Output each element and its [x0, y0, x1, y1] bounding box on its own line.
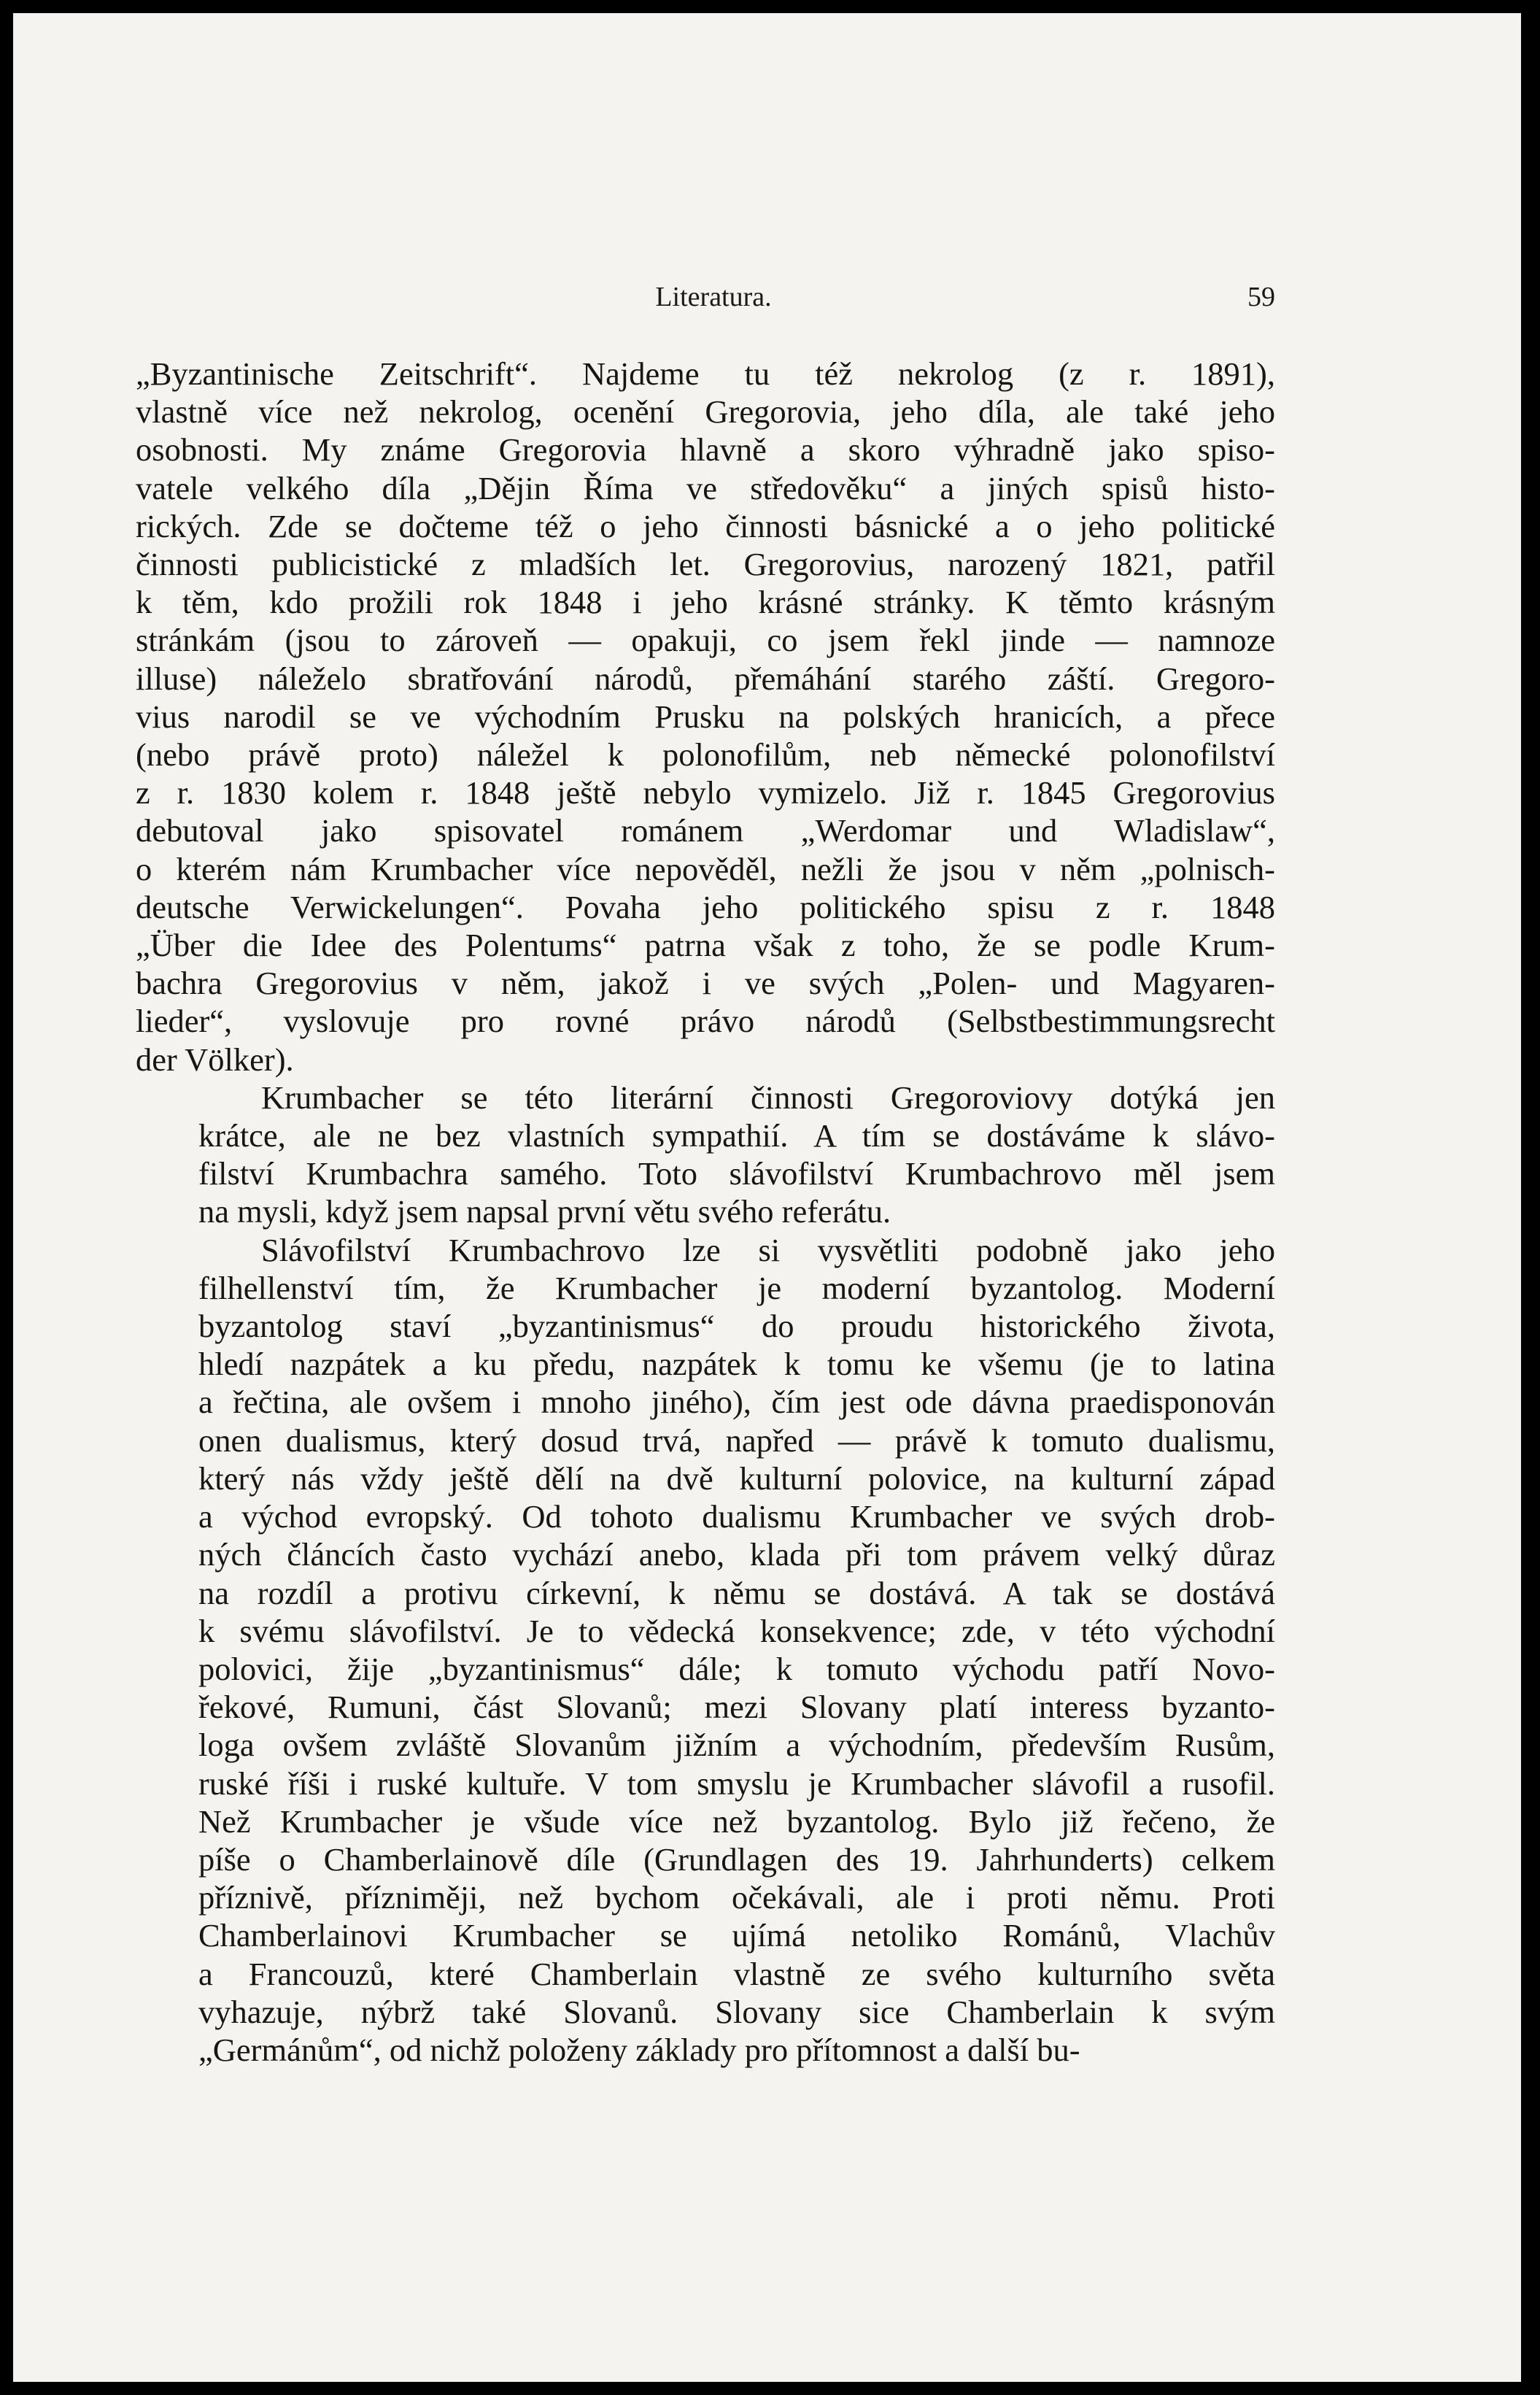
text-line: na rozdíl a protivu církevní, k němu se dostává. A tak se dostává	[198, 1574, 1275, 1611]
text-line: bachra Gregorovius v něm, jakož i ve svých „Polen- und Magyaren-	[136, 965, 1275, 1002]
paragraph	[136, 355, 1275, 1079]
text-line: a řečtina, ale ovšem i mnoho jiného), čím jest ode dávna praedisponován	[198, 1384, 1275, 1421]
text-line: osobnosti. My známe Gregorovia hlavně a skoro výhradně jako spiso-	[136, 431, 1275, 468]
text-line: na mysli, když jsem napsal první větu svého referátu.	[198, 1193, 891, 1230]
text-line: loga ovšem zvláště Slovanům jižním a východním, především Rusům,	[198, 1727, 1275, 1764]
text-line: rických. Zde se dočteme též o jeho činnosti básnické a o jeho politické	[136, 507, 1275, 544]
page-header	[152, 281, 1275, 317]
text-line: debutoval jako spisovatel románem „Werdomar und Wladislaw“,	[136, 812, 1275, 849]
text-line: filhellenství tím, že Krumbacher je moderní byzantolog. Moderní	[198, 1269, 1275, 1306]
text-line: řekové, Rumuni, část Slovanů; mezi Slovany platí interess byzanto-	[198, 1689, 1275, 1726]
running-title: Literatura.	[655, 282, 772, 312]
text-line: Slávofilství Krumbachrovo lze si vysvětliti podobně jako jeho	[261, 1231, 1275, 1268]
text-line: činnosti publicistické z mladších let. Gregorovius, narozený 1821, patřil	[136, 546, 1275, 583]
text-line: píše o Chamberlainově díle (Grundlagen des 19. Jahrhunderts) celkem	[198, 1840, 1275, 1878]
text-line: vyhazuje, nýbrž také Slovanů. Slovany sice Chamberlain k svým	[198, 1993, 1275, 2030]
text-line: byzantolog staví „byzantinismus“ do proudu historického života,	[198, 1308, 1275, 1345]
paragraph	[136, 1231, 1275, 2069]
text-line: a Francouzů, které Chamberlain vlastně ze svého kulturního světa	[198, 1955, 1275, 1992]
text-line: polovici, žije „byzantinismus“ dále; k tomuto východu patří Novo-	[198, 1650, 1275, 1687]
text-line: (nebo právě proto) náležel k polonofilům, neb německé polonofilství	[136, 736, 1275, 774]
text-line: illuse) náleželo sbratřování národů, přemáhání starého záští. Gregoro-	[136, 660, 1275, 697]
body-text	[136, 355, 1275, 2069]
text-line: filství Krumbachra samého. Toto slávofilství Krumbachrovo měl jsem	[198, 1155, 1275, 1192]
text-line: stránkám (jsou to zároveň — opakuji, co jsem řekl jinde — namnoze	[136, 622, 1275, 659]
text-line: k svému slávofilství. Je to vědecká konsekvence; zde, v této východní	[198, 1612, 1275, 1649]
text-line: a východ evropský. Od tohoto dualismu Krumbacher ve svých drob-	[198, 1498, 1275, 1535]
text-line: ruské říši i ruské kultuře. V tom smyslu je Krumbacher slávofil a rusofil.	[198, 1765, 1275, 1802]
text-line: deutsche Verwickelungen“. Povaha jeho politického spisu z r. 1848	[136, 888, 1275, 925]
text-line: vlastně více než nekrolog, ocenění Gregorovia, jeho díla, ale také jeho	[136, 393, 1275, 431]
text-line: „Byzantinische Zeitschrift“. Najdeme tu též nekrolog (z r. 1891),	[136, 355, 1275, 392]
text-line: hledí nazpátek a ku předu, nazpátek k tomu ke všemu (je to latina	[198, 1346, 1275, 1383]
text-line: der Völker).	[136, 1041, 294, 1078]
text-line: krátce, ale ne bez vlastních sympathií. A tím se dostáváme k slávo-	[198, 1117, 1275, 1154]
text-line: Než Krumbacher je všude více než byzantolog. Bylo již řečeno, že	[198, 1802, 1275, 1840]
text-line: onen dualismus, který dosud trvá, napřed — právě k tomuto dualismu,	[198, 1422, 1275, 1459]
text-line: Krumbacher se této literární činnosti Gregoroviovy dotýká jen	[261, 1079, 1275, 1116]
text-line: o kterém nám Krumbacher více nepověděl, nežli že jsou v něm „polnisch-	[136, 850, 1275, 887]
text-line: k těm, kdo prožili rok 1848 i jeho krásné stránky. K těmto krásným	[136, 584, 1275, 621]
text-line: vius narodil se ve východním Prusku na polských hranicích, a přece	[136, 698, 1275, 735]
text-line: ných článcích často vychází anebo, klada při tom právem velký důraz	[198, 1536, 1275, 1573]
paragraph	[136, 1079, 1275, 1231]
text-line: „Über die Idee des Polentums“ patrna však z toho, že se podle Krum-	[136, 927, 1275, 964]
text-line: z r. 1830 kolem r. 1848 ještě nebylo vymizelo. Již r. 1845 Gregorovius	[136, 774, 1275, 811]
text-line: Chamberlainovi Krumbacher se ujímá netoliko Románů, Vlachův	[198, 1917, 1275, 1954]
book-page	[13, 13, 1521, 2382]
text-line: „Germánům“, od nichž položeny základy pro přítomnost a další bu-	[198, 2031, 1080, 2068]
page-number: 59	[1247, 282, 1275, 312]
text-line: který nás vždy ještě dělí na dvě kulturní polovice, na kulturní západ	[198, 1459, 1275, 1497]
text-line: příznivě, přízniměji, než bychom očekávali, ale i proti němu. Proti	[198, 1879, 1275, 1916]
text-line: vatele velkého díla „Dějin Říma ve středověku“ a jiných spisů histo-	[136, 469, 1275, 506]
text-line: lieder“, vyslovuje pro rovné právo národů (Selbstbestimmungsrecht	[136, 1003, 1275, 1040]
